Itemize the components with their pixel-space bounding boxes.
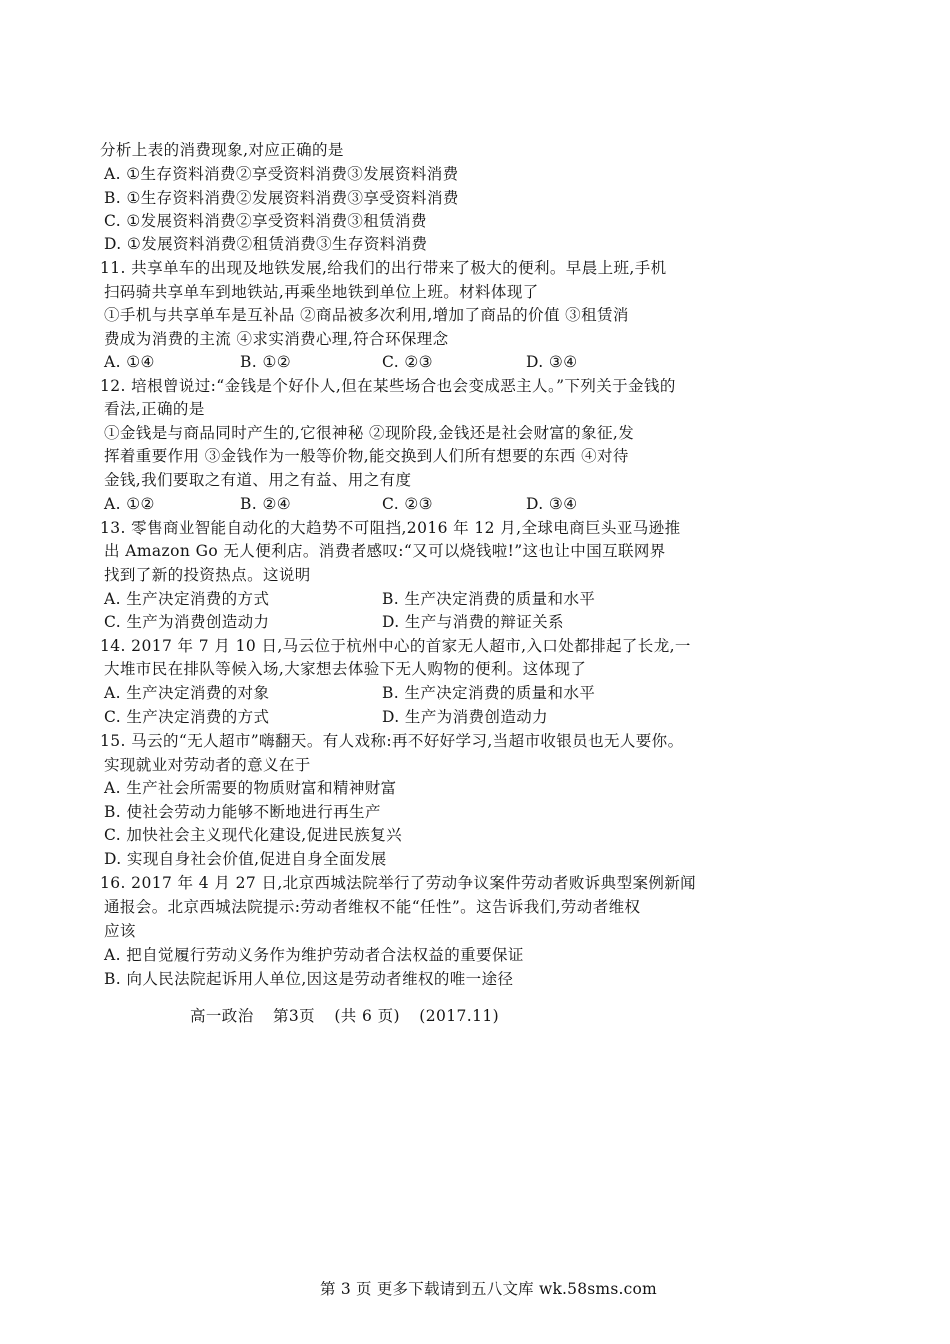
q14-choice-a: A. 生产决定消费的对象 [104, 684, 270, 702]
q16-choice-b: B. 向人民法院起诉用人单位,因这是劳动者维权的唯一途径 [104, 970, 514, 988]
q11-line: 费成为消费的主流 ④求实消费心理,符合环保理念 [104, 330, 449, 348]
q14-choice-d: D. 生产为消费创造动力 [382, 708, 549, 726]
q12-line: 金钱,我们要取之有道、用之有益、用之有度 [104, 471, 412, 489]
q13-choice-d: D. 生产与消费的辩证关系 [382, 613, 564, 631]
footer-page: 第3页 [272, 1007, 315, 1025]
q12-choice-a: A. ①② [104, 495, 155, 513]
q15-line: 15. 马云的“无人超市”嗨翻天。有人戏称:再不好好学习,当超市收银员也无人要你。 [100, 732, 684, 750]
q12-choice-d: D. ③④ [526, 495, 578, 513]
q16-choice-a: A. 把自觉履行劳动义务作为维护劳动者合法权益的重要保证 [104, 946, 524, 964]
q12-line: 挥着重要作用 ③金钱作为一般等价物,能交换到人们所有想要的东西 ④对待 [104, 447, 629, 465]
q15-choice-c: C. 加快社会主义现代化建设,促进民族复兴 [104, 826, 402, 844]
q14-line: 14. 2017 年 7 月 10 日,马云位于杭州中心的首家无人超市,入口处都排起了长龙,一 [100, 637, 691, 655]
q12-choice-c: C. ②③ [382, 495, 433, 513]
q10-stem: 分析上表的消费现象,对应正确的是 [100, 141, 344, 159]
q13-line: 13. 零售商业智能自动化的大趋势不可阻挡,2016 年 12 月,全球电商巨头亚马逊推 [100, 519, 681, 537]
footer-subject: 高一政治 [190, 1007, 254, 1025]
q16-line: 16. 2017 年 4 月 27 日,北京西城法院举行了劳动争议案件劳动者败诉典型案例新闻 [100, 874, 697, 892]
q13-choice-c: C. 生产为消费创造动力 [104, 613, 270, 631]
q14-choice-c: C. 生产决定消费的方式 [104, 708, 270, 726]
q15-choice-d: D. 实现自身社会价值,促进自身全面发展 [104, 850, 387, 868]
q12-choice-b: B. ②④ [240, 495, 292, 513]
footer-date: (2017.11) [419, 1007, 500, 1025]
q11-choice-b: B. ①② [240, 353, 292, 371]
q13-line: 出 Amazon Go 无人便利店。消费者感叹:“又可以烧钱啦!”这也让中国互联网界 [104, 542, 666, 560]
q11-line: 扫码骑共享单车到地铁站,再乘坐地铁到单位上班。材料体现了 [104, 283, 539, 301]
q15-choice-b: B. 使社会劳动力能够不断地进行再生产 [104, 803, 381, 821]
q11-choice-c: C. ②③ [382, 353, 433, 371]
q10-option-a: A. ①生存资料消费②享受资料消费③发展资料消费 [104, 165, 459, 183]
q11-line: 11. 共享单车的出现及地铁发展,给我们的出行带来了极大的便利。早晨上班,手机 [100, 259, 667, 277]
q12-line: ①金钱是与商品同时产生的,它很神秘 ②现阶段,金钱还是社会财富的象征,发 [104, 424, 635, 442]
q14-choice-b: B. 生产决定消费的质量和水平 [382, 684, 596, 702]
q12-line: 看法,正确的是 [104, 400, 205, 418]
download-watermark: 第 3 页 更多下载请到五八文库 wk.58sms.com [320, 1280, 657, 1298]
q11-line: ①手机与共享单车是互补品 ②商品被多次利用,增加了商品的价值 ③租赁消 [104, 306, 629, 324]
q14-line: 大堆市民在排队等候入场,大家想去体验下无人购物的便利。这体现了 [104, 660, 587, 678]
q10-option-b: B. ①生存资料消费②发展资料消费③享受资料消费 [104, 189, 459, 207]
q11-choice-d: D. ③④ [526, 353, 578, 371]
q13-line: 找到了新的投资热点。这说明 [104, 566, 311, 584]
page-footer [190, 1004, 513, 1026]
q13-choice-b: B. 生产决定消费的质量和水平 [382, 590, 596, 608]
q10-option-c: C. ①发展资料消费②享受资料消费③租赁消费 [104, 212, 427, 230]
q15-line: 实现就业对劳动者的意义在于 [104, 756, 311, 774]
q16-line: 通报会。北京西城法院提示:劳动者维权不能“任性”。这告诉我们,劳动者维权 [104, 898, 641, 916]
q11-choice-a: A. ①④ [104, 353, 155, 371]
q12-line: 12. 培根曾说过:“金钱是个好仆人,但在某些场合也会变成恶主人。”下列关于金钱的 [100, 377, 676, 395]
footer-total: (共 6 页) [334, 1007, 400, 1025]
q10-option-d: D. ①发展资料消费②租赁消费③生存资料消费 [104, 235, 428, 253]
q15-choice-a: A. 生产社会所需要的物质财富和精神财富 [104, 779, 397, 797]
q13-choice-a: A. 生产决定消费的方式 [104, 590, 270, 608]
q16-line: 应该 [104, 922, 136, 940]
